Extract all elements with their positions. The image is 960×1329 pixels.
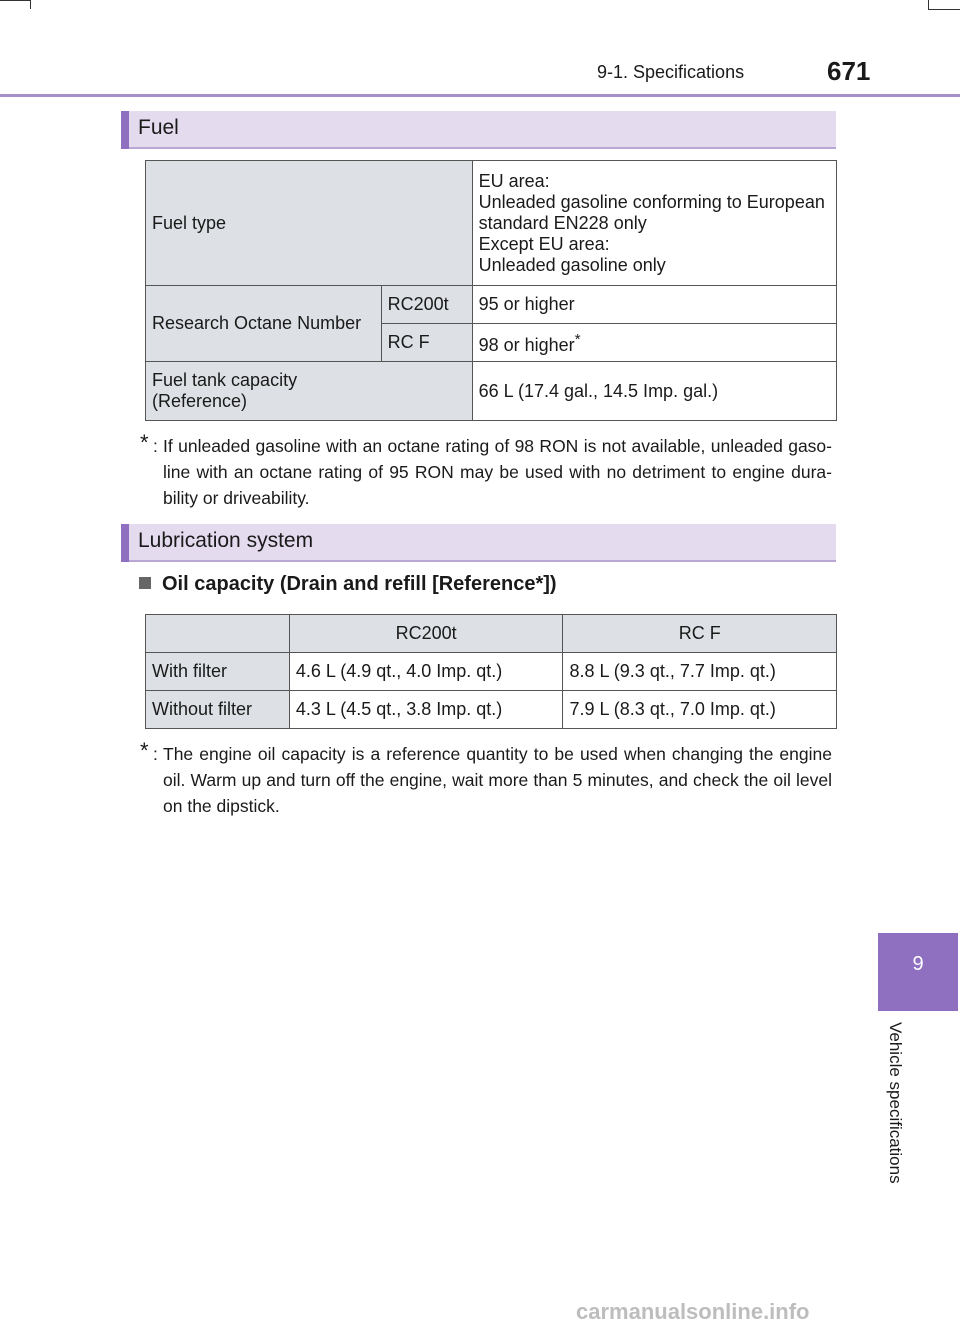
oil-capacity-heading-text: Oil capacity (Drain and refill [Reference*]) xyxy=(162,573,557,595)
section-accent-bar xyxy=(121,111,129,149)
running-header-section: 9-1. Specifications xyxy=(597,62,745,82)
footnote-colon: : xyxy=(153,744,158,764)
table-row xyxy=(146,691,837,729)
oil-capacity-table xyxy=(145,614,837,729)
text-line: EU area: xyxy=(478,170,550,191)
octane-value-text: 98 or higher xyxy=(478,335,575,355)
footnote-text: The engine oil capacity is a reference quantity to be used when changing the engine oil. Warm up and turn off the engine, wait more than 5 minutes, and check the oil level on the dipstick. xyxy=(163,744,832,816)
octane-value-rcf xyxy=(472,324,836,362)
text-line: (Reference) xyxy=(152,391,248,411)
crop-mark xyxy=(928,9,960,10)
fuel-type-value xyxy=(472,161,836,286)
oil-footnote xyxy=(140,738,832,819)
page-number: 671 xyxy=(827,56,871,86)
crop-mark xyxy=(30,0,31,9)
square-bullet-icon xyxy=(139,577,151,589)
fuel-type-label: Fuel type xyxy=(146,161,473,286)
section-accent-bar xyxy=(121,524,129,562)
table-cell: 4.6 L (4.9 qt., 4.0 Imp. qt.) xyxy=(289,653,563,691)
section-heading-lubrication xyxy=(121,524,836,562)
header-rule xyxy=(0,94,960,97)
table-cell: 8.8 L (9.3 qt., 7.7 Imp. qt.) xyxy=(563,653,837,691)
section-title: Lubrication system xyxy=(138,529,314,552)
text-line: standard EN228 only xyxy=(478,212,647,233)
table-row xyxy=(146,362,837,421)
tank-capacity-label xyxy=(146,362,473,421)
chapter-number: 9 xyxy=(912,953,924,975)
table-header-cell: RC200t xyxy=(289,615,563,653)
text-line: Unleaded gasoline conforming to European xyxy=(478,191,825,212)
footnote-colon: : xyxy=(153,436,158,456)
fuel-spec-table xyxy=(145,160,837,421)
table-row xyxy=(146,161,837,286)
text-line: Unleaded gasoline only xyxy=(478,254,666,275)
oil-capacity-heading xyxy=(139,573,557,596)
footnote-mark: * xyxy=(140,738,149,763)
watermark: carmanualsonline.info xyxy=(576,1299,810,1324)
table-cell: 7.9 L (8.3 qt., 7.0 Imp. qt.) xyxy=(563,691,837,729)
table-row xyxy=(146,286,837,324)
table-cell: 4.3 L (4.5 qt., 3.8 Imp. qt.) xyxy=(289,691,563,729)
text-line: Except EU area: xyxy=(478,233,610,254)
octane-value-rc200t: 95 or higher xyxy=(472,286,836,324)
octane-variant-rc200t: RC200t xyxy=(381,286,472,324)
table-row xyxy=(146,653,837,691)
section-title: Fuel xyxy=(138,116,179,139)
text-line: Fuel tank capacity xyxy=(152,370,298,390)
octane-variant-rcf: RC F xyxy=(381,324,472,362)
row-label: With filter xyxy=(146,653,290,691)
table-header-cell: RC F xyxy=(563,615,837,653)
row-label: Without filter xyxy=(146,691,290,729)
footnote-mark: * xyxy=(574,331,581,348)
table-row xyxy=(146,615,837,653)
crop-mark xyxy=(928,0,929,9)
table-header-cell xyxy=(146,615,290,653)
crop-mark xyxy=(0,0,30,1)
tank-capacity-value: 66 L (17.4 gal., 14.5 Imp. gal.) xyxy=(472,362,836,421)
footnote-text: If unleaded gasoline with an octane rating of 98 RON is not available, unleaded gaso-line with an octane rating of 95 RON may be used with no detriment to engine dura-bility or driveability. xyxy=(163,436,832,508)
footnote-mark: * xyxy=(140,430,149,455)
fuel-footnote xyxy=(140,430,832,511)
octane-label: Research Octane Number xyxy=(146,286,382,362)
chapter-label: Vehicle specifications xyxy=(886,1022,905,1184)
section-heading-fuel xyxy=(121,111,836,149)
